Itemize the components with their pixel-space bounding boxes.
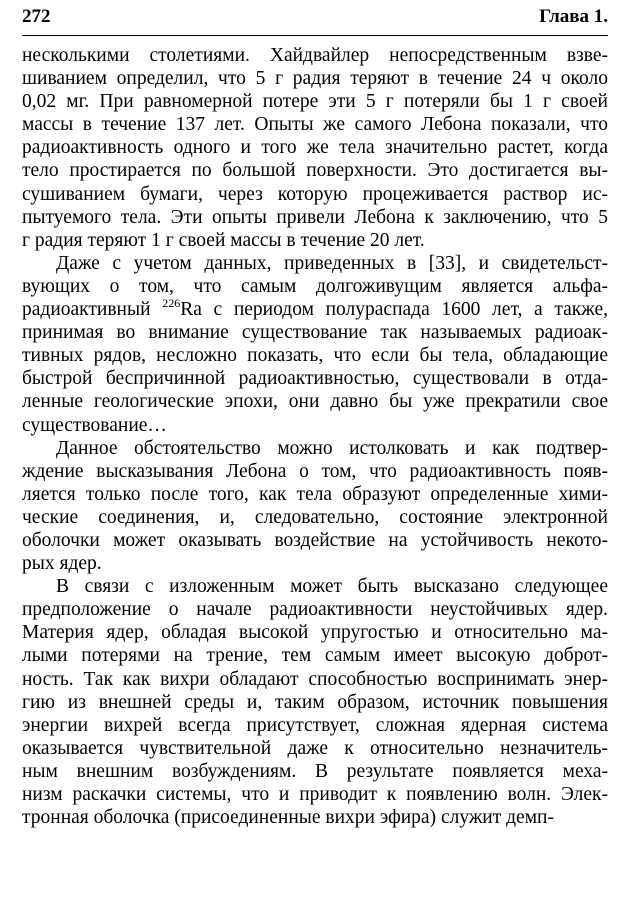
page-number: 272 <box>22 6 51 27</box>
paragraph <box>22 437 608 576</box>
text-line: несколькими столетиями. Хайдвайлер непосредственным взве- <box>22 45 608 66</box>
isotope-mass-number: 226 <box>162 296 181 311</box>
text-line: оказывается чувствительной даже к относительно незначитель- <box>22 737 608 759</box>
text-line: существование… <box>22 414 167 436</box>
text-line: принимая во внимание существование так называемых радиоак- <box>22 322 608 344</box>
text-line: ность. Так как вихри обладают способностью воспринимать энер- <box>22 668 608 690</box>
text-line: ляется только после того, как тела образуют определенные хими- <box>22 483 608 505</box>
text-line: оболочки может оказывать воздействие на устойчивость некото- <box>22 529 608 551</box>
text-segment: Ra с периодом полураспада 1600 лет, а также, <box>180 299 608 321</box>
text-line: ждение высказывания Лебона о том, что радиоактивность появ- <box>22 460 608 482</box>
text-line: Материя ядер, обладая высокой упругостью и относительно ма- <box>22 622 608 644</box>
text-line: гию из внешней среды и, таким образом, источник повышения <box>22 691 608 713</box>
text-line: вующих о том, что самым долгоживущим является альфа- <box>22 275 608 297</box>
text-line: ным внешним возбуждениям. В результате появляется меха- <box>22 760 608 782</box>
text-line: рых ядер. <box>22 553 102 575</box>
header-rule <box>22 35 608 36</box>
page-header <box>22 6 608 30</box>
text-line: низм раскачки системы, что и приводит к появлению волн. Элек- <box>22 784 608 805</box>
text-line: ленные геологические эпохи, они давно бы уже прекратили свое <box>22 391 608 413</box>
text-line: быстрой беспричинной радиоактивностью, существовали в отда- <box>22 368 608 390</box>
text-segment: радиоактивный <box>22 299 163 321</box>
paragraph <box>22 44 608 252</box>
text-line: массы в течение 137 лет. Опыты же самого Лебона показали, что <box>22 114 608 136</box>
text-line: шиванием определил, что 5 г радия теряют в течение 24 ч около <box>22 68 608 90</box>
text-line <box>22 298 608 321</box>
paragraph <box>22 575 608 829</box>
text-line: лыми потерями на трение, тем самым имеет высокую доброт- <box>22 645 608 667</box>
text-line: тронная оболочка (присоединенные вихри эфира) служит демп- <box>22 807 554 829</box>
text-line: г радия теряют 1 г своей массы в течение 20 лет. <box>22 229 425 251</box>
text-line: ческие соединения, и, следовательно, состояние электронной <box>22 506 608 528</box>
chapter-label: Глава 1. <box>539 6 608 27</box>
text-line: предположение о начале радиоактивности неустойчивых ядер. <box>22 599 608 621</box>
text-line: тело простирается по большой поверхности. Это достигается вы- <box>22 160 608 182</box>
text-line: пытуемого тела. Эти опыты привели Лебона к заключению, что 5 <box>22 206 608 228</box>
text-line: энергии вихрей всегда присутствует, сложная ядерная система <box>22 714 608 736</box>
text-line: Даже с учетом данных, приведенных в [33], и свидетельст- <box>56 252 608 274</box>
text-line: Данное обстоятельство можно истолковать и как подтвер- <box>56 437 608 459</box>
paragraph <box>22 252 608 437</box>
text-line: 0,02 мг. При равномерной потере эти 5 г потеряли бы 1 г своей <box>22 91 608 113</box>
text-line: радиоактивность одного и того же тела значительно растет, когда <box>22 137 608 159</box>
text-line: В связи с изложенным может быть высказано следующее <box>56 576 608 598</box>
text-line: тивных рядов, несложно показать, что если бы тела, обладающие <box>22 345 608 367</box>
body-text <box>22 44 608 829</box>
text-line: сушиванием бумаги, через которую процеживается раствор ис- <box>22 183 608 205</box>
